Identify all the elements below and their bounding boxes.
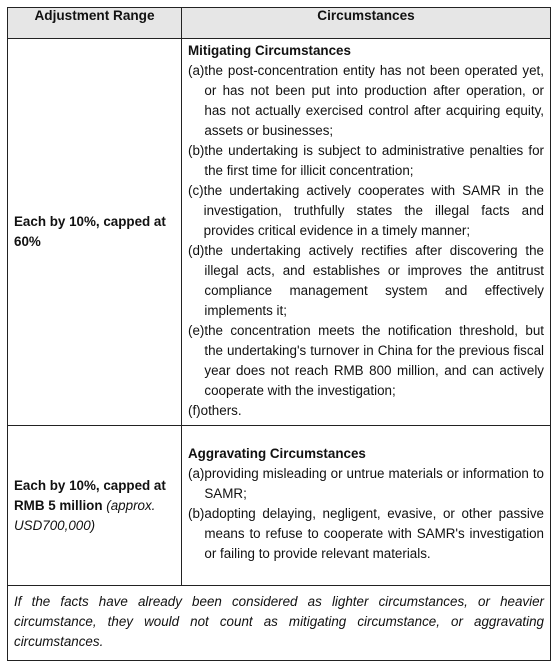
header-adjustment-range: Adjustment Range (8, 8, 182, 39)
mitigating-item-f (188, 401, 544, 421)
item-text: providing misleading or untrue materials or information to SAMR; (204, 466, 544, 501)
mitigating-item-e (188, 321, 544, 401)
mitigating-row (8, 39, 551, 426)
mitigating-range-cell (8, 39, 182, 426)
adjustment-table (7, 7, 551, 661)
item-label: (a) (188, 63, 205, 78)
mitigating-item-a (188, 61, 544, 141)
item-text: the undertaking actively cooperates with SAMR in the investigation, truthfully states the illegal facts and provides critical evidence in a timely manner; (203, 183, 544, 238)
aggravating-item-b (188, 504, 544, 564)
item-label: (a) (188, 466, 205, 481)
aggravating-title: Aggravating Circumstances (188, 446, 366, 461)
aggravating-circumstances-cell (182, 426, 551, 586)
footnote-row (8, 586, 551, 661)
mitigating-title: Mitigating Circumstances (188, 43, 351, 58)
item-text: the post-concentration entity has not been operated yet, or has not been put into production after operation, or has not actually exercised control after acquiring equity, assets or businesses; (204, 63, 544, 138)
aggravating-item-a (188, 464, 544, 504)
item-label: (b) (188, 506, 205, 521)
item-label: (c) (188, 183, 204, 198)
footnote: If the facts have already been considered as lighter circumstances, or heavier circumstance, they would not count as mitigating circumstance, or aggravating circumstances. (8, 586, 551, 661)
mitigating-range: Each by 10%, capped at 60% (14, 214, 166, 249)
item-label: (e) (188, 323, 205, 338)
item-label: (f) (188, 403, 201, 418)
item-text: the undertaking actively rectifies after discovering the illegal acts, and establishes or improves the antitrust compliance management system and effectively implements it; (204, 243, 544, 318)
aggravating-range-note: (approx. USD700,000) (14, 497, 156, 533)
item-text: adopting delaying, negligent, evasive, or other passive means to refuse to cooperate with SAMR's investigation or failing to provide relevant materials. (204, 506, 544, 561)
item-label: (b) (188, 143, 205, 158)
mitigating-item-c (188, 181, 544, 241)
header-circumstances: Circumstances (182, 8, 551, 39)
aggravating-row (8, 426, 551, 586)
item-text: others. (200, 403, 242, 418)
mitigating-item-d (188, 241, 544, 321)
item-text: the concentration meets the notification threshold, but the undertaking's turnover in China for the previous fiscal year does not reach RMB 800 million, and can actively cooperate with the investigation; (204, 323, 544, 398)
table-header-row (8, 8, 551, 39)
aggravating-range: Each by 10%, capped at RMB 5 million (14, 477, 166, 513)
aggravating-range-cell (8, 426, 182, 586)
mitigating-circumstances-cell (182, 39, 551, 426)
item-label: (d) (188, 243, 205, 258)
item-text: the undertaking is subject to administrative penalties for the first time for illicit concentration; (204, 143, 544, 178)
mitigating-item-b (188, 141, 544, 181)
